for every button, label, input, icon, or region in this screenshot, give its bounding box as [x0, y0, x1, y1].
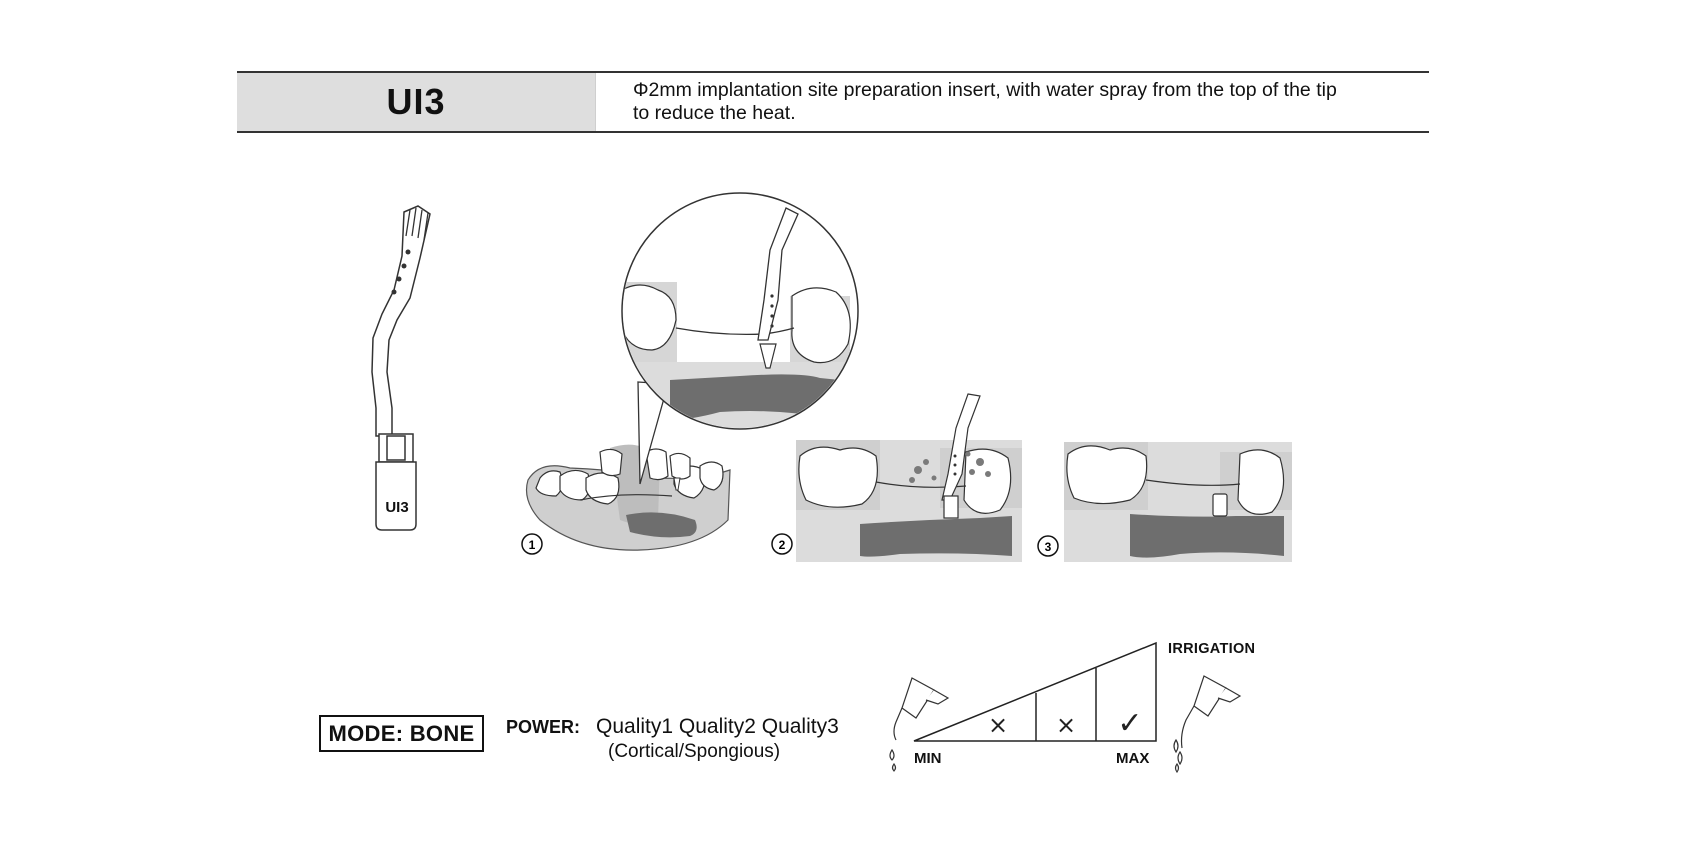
ui3-tip-icon: [372, 206, 430, 530]
power-subtitle: (Cortical/Spongious): [608, 741, 781, 762]
mode-badge: MODE: BONE: [319, 715, 484, 752]
power-values: Quality1 Quality2 Quality3: [596, 715, 839, 738]
step1-number: 1: [528, 538, 536, 552]
step1-number-icon: [522, 534, 542, 554]
product-code: UI3: [386, 81, 446, 122]
step3-prepared-site-icon: [1064, 442, 1292, 562]
step2-drilling-icon: [796, 394, 1022, 562]
step3-number: 3: [1044, 540, 1052, 554]
irrigation-max-label: MAX: [1116, 750, 1150, 767]
step2-number: 2: [778, 538, 786, 552]
step3-number-icon: [1038, 536, 1058, 556]
description-line-1: Φ2mm implantation site preparation insert, with water spray from the top of the tip: [633, 79, 1337, 101]
irrigation-mark-3: ✓: [1117, 706, 1143, 741]
irrigation-mark-2: ×: [1055, 711, 1077, 739]
description-line-2: to reduce the heat.: [633, 102, 796, 124]
tip-label: UI3: [385, 499, 409, 516]
irrigation-label: IRRIGATION: [1168, 641, 1256, 657]
irrigation-mark-1: ×: [987, 711, 1009, 739]
handpiece-max-icon: [1174, 676, 1240, 772]
step2-number-icon: [772, 534, 792, 554]
power-label: POWER:: [506, 717, 580, 737]
irrigation-min-label: MIN: [914, 750, 942, 767]
